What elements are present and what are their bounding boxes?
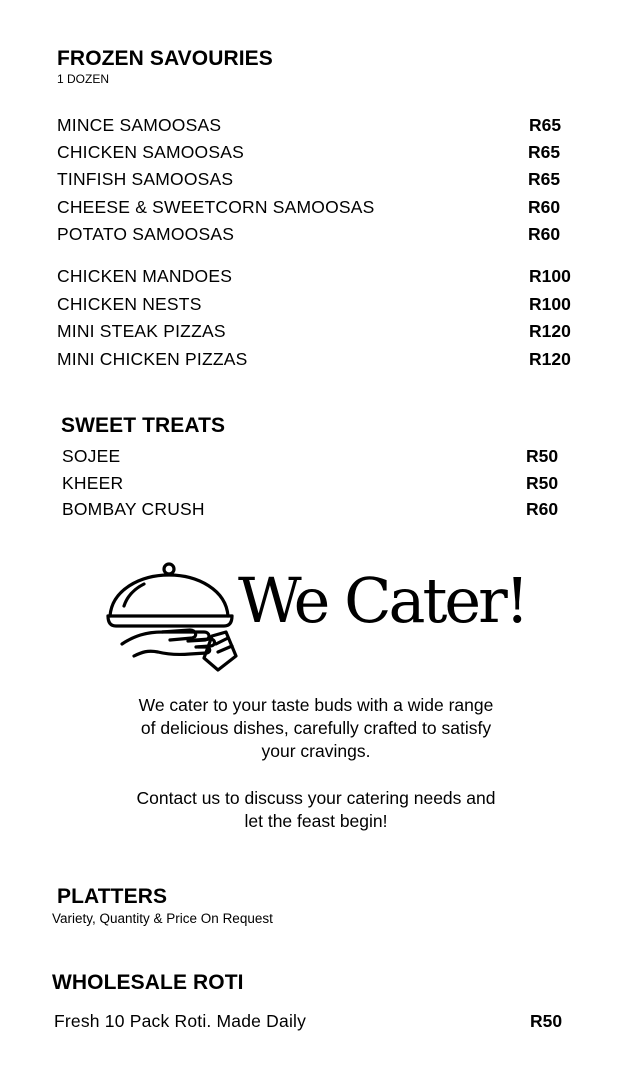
menu-item-name: CHICKEN NESTS — [57, 294, 202, 314]
menu-item-price: R65 — [528, 169, 561, 189]
menu-item-price: R65 — [529, 115, 562, 135]
cater-contact-line: Contact us to discuss your catering needs and — [136, 788, 496, 808]
menu-item-price: R120 — [529, 321, 571, 341]
frozen-savouries-subtitle: 1 DOZEN — [57, 72, 110, 86]
menu-item — [0, 197, 640, 219]
wholesale-roti-heading: WHOLESALE ROTI — [52, 971, 244, 994]
menu-item — [0, 1011, 640, 1033]
menu-item-name: TINFISH SAMOOSAS — [57, 169, 234, 189]
menu-item-price: R50 — [530, 1011, 563, 1031]
menu-item-price: R50 — [526, 446, 559, 466]
cater-contact-line: let the feast begin! — [244, 811, 388, 831]
menu-item-price: R100 — [529, 266, 571, 286]
menu-item-name: Fresh 10 Pack Roti. Made Daily — [54, 1011, 307, 1031]
cater-description-line: We cater to your taste buds with a wide range — [138, 695, 494, 715]
menu-item-price: R60 — [528, 224, 561, 244]
cater-description-line: of delicious dishes, carefully crafted to satisfy — [140, 718, 492, 738]
platters-heading: PLATTERS — [57, 885, 168, 908]
menu-item-name: KHEER — [62, 473, 124, 493]
menu-item-name: CHICKEN SAMOOSAS — [57, 142, 244, 162]
menu-item-price: R60 — [526, 499, 559, 519]
menu-item-price: R65 — [528, 142, 561, 162]
menu-item — [0, 499, 640, 521]
menu-item-price: R120 — [529, 349, 571, 369]
platters-subtitle: Variety, Quantity & Price On Request — [52, 911, 273, 926]
menu-item — [0, 115, 640, 137]
menu-item-name: MINCE SAMOOSAS — [57, 115, 222, 135]
menu-item — [0, 446, 640, 468]
menu-item — [0, 142, 640, 164]
menu-item — [0, 266, 640, 288]
menu-item-name: CHICKEN MANDOES — [57, 266, 233, 286]
menu-item-price: R50 — [526, 473, 559, 493]
menu-item — [0, 349, 640, 371]
menu-item — [0, 294, 640, 316]
sweet-treats-heading: SWEET TREATS — [61, 414, 226, 437]
menu-item-name: POTATO SAMOOSAS — [57, 224, 235, 244]
menu-item — [0, 321, 640, 343]
menu-item — [0, 473, 640, 495]
menu-item-name: MINI STEAK PIZZAS — [57, 321, 226, 341]
we-cater-title: We Cater! — [238, 564, 527, 637]
menu-item-name: SOJEE — [62, 446, 121, 466]
menu-item-price: R100 — [529, 294, 571, 314]
menu-item-name: CHEESE & SWEETCORN SAMOOSAS — [57, 197, 375, 217]
cater-contact-text — [100, 787, 532, 833]
frozen-savouries-heading: FROZEN SAVOURIES — [57, 47, 273, 70]
menu-item — [0, 169, 640, 191]
menu-item-name: BOMBAY CRUSH — [62, 499, 205, 519]
menu-item-price: R60 — [528, 197, 561, 217]
cater-description-line: your cravings. — [261, 741, 371, 761]
cater-description — [100, 694, 532, 763]
menu-item-name: MINI CHICKEN PIZZAS — [57, 349, 248, 369]
menu-item — [0, 224, 640, 246]
